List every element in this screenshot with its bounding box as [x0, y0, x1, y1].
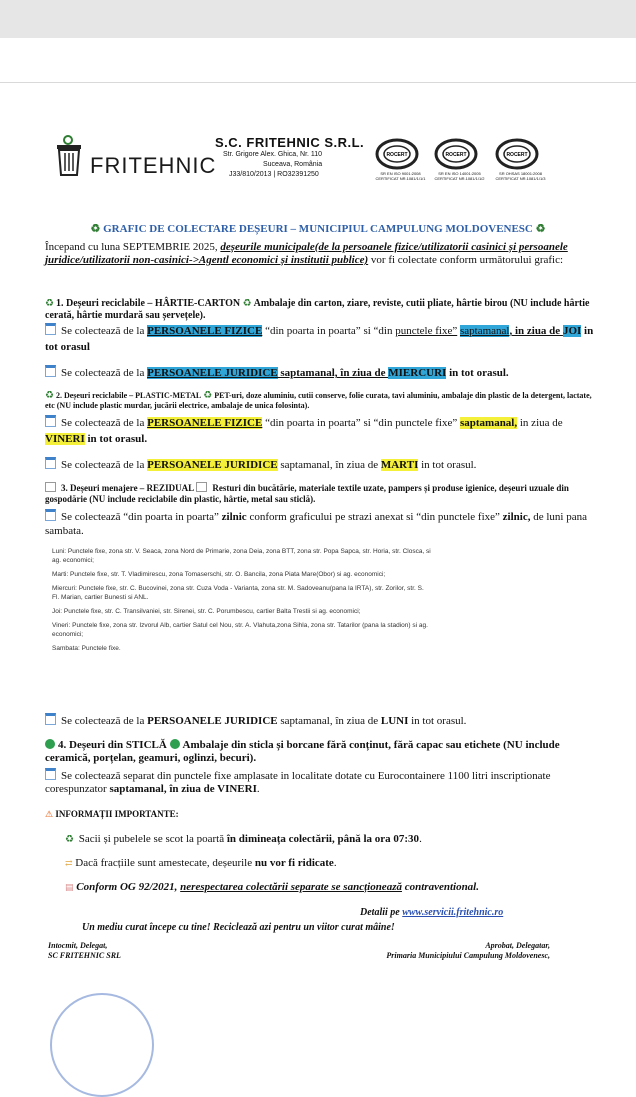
- company-stamp: [50, 993, 154, 1097]
- calendar-icon: [45, 768, 56, 780]
- schedule-line: [45, 509, 595, 538]
- certificate-badge-label: ROCERT: [506, 152, 528, 158]
- certificate-badge: [493, 137, 548, 187]
- text: în dimineața colectării, până la ora 07:30: [226, 833, 420, 845]
- section-description: Ambalaje din sticla și borcane fără conținut, fără capac sau etichete (NU include ceramică, porțelan, geamuri, oglinzi, becuri).: [45, 739, 560, 764]
- highlight: VINERI: [45, 433, 85, 445]
- calendar-icon: [45, 457, 56, 469]
- schedule-day: Joi: Punctele fixe, str. C. Transilvaniei, str. Sirenei, str. C. Porumbescu, cartier Balta Trestii si ag. economici;: [52, 608, 361, 615]
- text: saptamanal, în ziua de VINERI: [109, 783, 257, 795]
- certificate-caption: SR EN ISO 14001:2005 CERTIFICAT NR.1081/1/1/2: [434, 171, 485, 181]
- text: Se colectează de la: [61, 367, 148, 379]
- company-address: Str. Grigore Alex. Ghica, Nr. 110: [223, 151, 323, 158]
- text: saptamanal, în ziua de: [277, 715, 381, 727]
- schedule-line: [45, 415, 595, 447]
- text: Se colectează de la: [61, 715, 148, 727]
- section-heading: 3. Deșeuri menajere – REZIDUAL: [61, 483, 195, 493]
- schedule-day: Miercuri: Punctele fixe, str. C. Bucovinei, zona str. Cuza Voda - Varianta, zona str. M. Sadoveanu(pana la IRTA), str. Zorilor, str. S. Fl. Marian, cartier Bunesti si ANL.: [52, 585, 424, 601]
- highlight: PERSOANELE JURIDICE: [147, 367, 278, 379]
- text: zilnic,: [502, 511, 531, 523]
- certificate-badge: [432, 137, 487, 187]
- document-title: [0, 222, 636, 235]
- info-heading-text: INFORMAȚII IMPORTANTE:: [55, 809, 179, 819]
- section-heading: 2. Deșeuri reciclabile – PLASTIC-METAL: [55, 391, 202, 400]
- schedule-day: Marti: Punctele fixe, str. T. Vladimirescu, zona Tomaserschi, str. O. Bancila, zona Piata Mare(Obor) si ag. economici;: [52, 571, 386, 578]
- certificate-caption: SR EN ISO 9001:2008 CERTIFICAT NR.1081/1/1/1: [375, 171, 426, 181]
- text: Se colectează separat din punctele fixe amplasate in localitate dotate cu Eurocontainere 1100 litri inscriptionate corespunzator: [45, 770, 551, 795]
- text: , in ziua de: [509, 325, 563, 337]
- text: conform graficului pe strazi anexat si “din punctele fixe”: [246, 511, 503, 523]
- text: contraventional.: [401, 881, 479, 893]
- calendar-icon: [45, 365, 56, 377]
- info-item: [65, 857, 585, 870]
- schedule-day: Vineri: Punctele fixe, zona str. Izvorul Alb, cartier Satul cel Nou, str. A. Vlahuta,zona Sihla, zona str. Tatarilor (pana la stadion) si ag. economici;: [52, 622, 428, 638]
- recycle-icon: ♻: [242, 298, 252, 309]
- schedule-day: Luni: Punctele fixe, zona str. V. Seaca, zona Nord de Primarie, zona Deia, zona BTT, zona str. Popa Sapca, str. Horia, str. Closca, si ag. economici;: [52, 548, 431, 564]
- text: in ziua de: [517, 417, 563, 429]
- swap-icon: ⇄: [65, 858, 73, 868]
- company-name: S.C. FRITEHNIC S.R.L.: [215, 135, 365, 150]
- recycle-icon: ♻: [90, 223, 101, 235]
- text: Conform OG 92/2021,: [76, 881, 181, 893]
- certificate-badge: [373, 137, 428, 187]
- intro-text: vor fi colectate conform următorului grafic:: [368, 254, 564, 266]
- intro-emphasis: deșeurile municipale(de la persoanele fizice/utilizatorii casinici și persoanele juridice/utilizatorii non-casinici->Agentl economici și institutii publice): [45, 241, 568, 266]
- glass-dot-icon: [45, 739, 55, 749]
- text: nu vor fi ridicate: [254, 857, 334, 869]
- text: de luni pana sambata.: [45, 511, 587, 537]
- text: Se colectează de la: [61, 325, 148, 337]
- text: in tot orasul.: [446, 367, 509, 379]
- info-heading: [45, 808, 179, 821]
- signature-left: [48, 941, 121, 961]
- section-plastic-metal: [45, 391, 595, 411]
- recycle-icon: ♻: [65, 834, 74, 845]
- recycle-icon: ♻: [45, 298, 54, 309]
- schedule-day: Sambata: Punctele fixe.: [52, 645, 121, 652]
- info-item: [65, 881, 585, 894]
- viewer-toolbar: [0, 0, 636, 38]
- certificate-badge-label: ROCERT: [445, 152, 467, 158]
- signature-right: [330, 941, 550, 961]
- calendar-icon: [45, 713, 56, 725]
- section-description: Resturi din bucătărie, materiale textile uzate, pampers și produse igienice, deșeuri uzuale din gospodărie (NU include reciclabile din plastic, hârtie, metal sau sticlă).: [45, 483, 569, 504]
- document-icon: ▤: [65, 882, 74, 892]
- recycle-icon: ♻: [45, 390, 54, 401]
- intro-text: Începand cu luna SEPTEMBRIE 2025,: [45, 241, 221, 253]
- schedule-line: [45, 768, 595, 796]
- text: “din poarta in poarta” si “din: [262, 325, 396, 337]
- highlight: PERSOANELE FIZICE: [147, 417, 263, 429]
- calendar-icon: [45, 415, 56, 427]
- text: zilnic: [221, 511, 247, 523]
- section-residual: [45, 482, 595, 505]
- text: .: [333, 857, 337, 869]
- company-city: Suceava, România: [263, 161, 323, 168]
- company-info: [215, 135, 365, 180]
- recycle-bin-icon: [52, 133, 88, 177]
- document-icon: [196, 482, 207, 492]
- section-description: Ambalaje din carton, ziare, reviste, cutii pliate, hârtie birou (NU include hârtie cerată, hârtie murdară sau șervețele).: [45, 298, 590, 321]
- highlight: PERSOANELE FIZICE: [147, 325, 263, 337]
- text: Se colectează “din poarta in poarta”: [61, 511, 222, 523]
- text: in tot orasul: [45, 325, 594, 353]
- company-logo: [52, 133, 217, 183]
- highlight: MIERCURI: [388, 367, 447, 379]
- section-heading: 1. Deșeuri reciclabile – HÂRTIE-CARTON: [55, 298, 241, 309]
- highlight: PERSOANELE JURIDICE: [147, 459, 278, 471]
- info-item: [65, 833, 585, 846]
- details-label: Detalii pe: [360, 907, 403, 918]
- company-registration: J33/810/2013 | RO32391250: [229, 171, 319, 178]
- street-schedule: [52, 547, 432, 653]
- details-line: [360, 906, 560, 919]
- slogan: Un mediu curat începe cu tine! Reciclează azi pentru un viitor curat mâine!: [82, 922, 395, 933]
- certificate-badge-label: ROCERT: [386, 152, 408, 158]
- text: nerespectarea colectării separate se sancționează: [180, 881, 402, 893]
- text: Dacă fracțiile sunt amestecate, deșeurile: [75, 857, 255, 869]
- certificate-caption: SR OHSAS 18001:2008 CERTIFICAT NR.1081/1/1/3: [495, 171, 546, 181]
- highlight: saptamanal,: [459, 417, 518, 429]
- highlight: saptamanal: [459, 325, 510, 337]
- document-icon: [45, 482, 56, 492]
- document-page: [0, 83, 636, 1036]
- section-description: PET-uri, doze aluminiu, cutii conserve, folie curata, tavi aluminiu, ambalaje din plastic de la detergent, lactate, etc (NU include plastic murdar, jucării electrice, ambalaje de unica folosinta).: [45, 391, 592, 410]
- section-glass: [45, 739, 595, 765]
- section-paper-cardboard: [45, 298, 595, 322]
- text: in tot orasul.: [408, 715, 467, 727]
- highlight: MARTI: [380, 459, 419, 471]
- text: saptamanal, în ziua de: [277, 459, 381, 471]
- signature-right-role: Aprobat, Delegatar,: [485, 941, 550, 950]
- text: .: [419, 833, 422, 845]
- intro-paragraph: [45, 241, 595, 267]
- text: in tot orasul.: [418, 459, 477, 471]
- recycle-icon: ♻: [535, 223, 546, 235]
- text: Sacii și pubelele se scot la poartă: [78, 833, 227, 845]
- signature-left-role: Intocmit, Delegat,: [48, 941, 108, 950]
- signature-left-org: SC FRITEHNIC SRL: [48, 951, 121, 960]
- schedule-line: [45, 457, 595, 473]
- logo-text: FRITEHNIC: [90, 153, 217, 178]
- website-link[interactable]: www.servicii.fritehnic.ro: [402, 907, 504, 918]
- text: punctele fixe”: [395, 325, 458, 337]
- section-heading: 4. Deșeuri din STICLĂ: [58, 739, 167, 751]
- warning-icon: ⚠: [45, 809, 54, 819]
- recycle-icon: ♻: [203, 390, 213, 401]
- text: Se colectează de la: [61, 459, 148, 471]
- text: .: [256, 783, 260, 795]
- calendar-icon: [45, 509, 56, 521]
- highlight: JOI: [562, 325, 582, 337]
- text: Se colectează de la: [61, 417, 148, 429]
- schedule-line: [45, 323, 595, 355]
- glass-dot-icon: [170, 739, 180, 749]
- text: in tot orasul.: [84, 433, 148, 445]
- text: “din poarta in poarta” si “din punctele fixe”: [262, 417, 460, 429]
- text: LUNI: [380, 715, 409, 727]
- text: saptamanal, în ziua de: [277, 367, 389, 379]
- signature-right-org: Primaria Municipiului Campulung Moldovenesc,: [386, 951, 550, 960]
- schedule-line: [45, 713, 595, 728]
- calendar-icon: [45, 323, 56, 335]
- text: PERSOANELE JURIDICE: [147, 715, 278, 727]
- schedule-line: [45, 365, 595, 381]
- document-title-text: GRAFIC DE COLECTARE DEȘEURI – MUNICIPIUL CAMPULUNG MOLDOVENESC: [103, 223, 533, 235]
